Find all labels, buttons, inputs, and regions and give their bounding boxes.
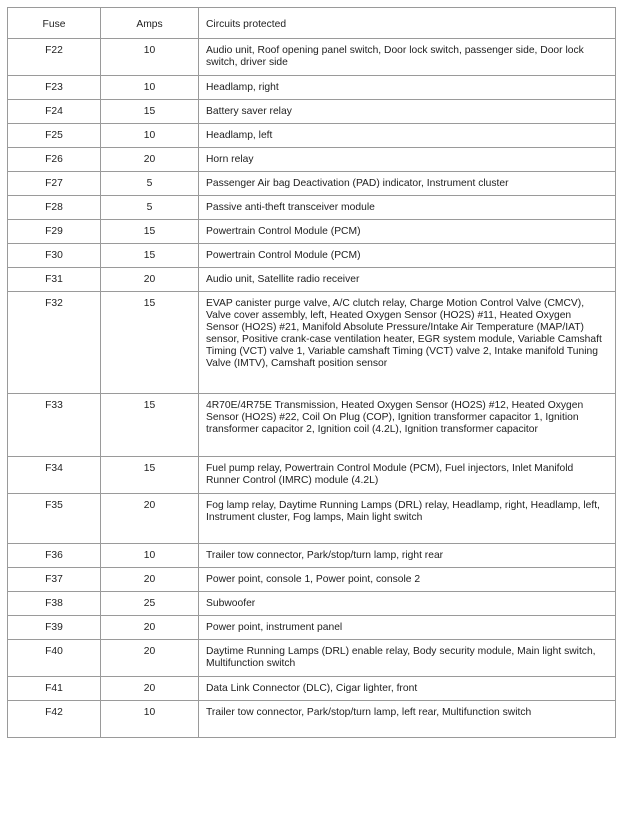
amps-cell: 10 xyxy=(101,701,199,738)
amps-cell: 10 xyxy=(101,76,199,100)
fuse-cell: F27 xyxy=(8,172,101,196)
circuits-cell: Horn relay xyxy=(199,148,616,172)
circuits-cell: Headlamp, left xyxy=(199,124,616,148)
fuse-cell: F38 xyxy=(8,592,101,616)
fuse-table xyxy=(7,7,616,738)
table-row xyxy=(8,701,616,738)
circuits-cell: Data Link Connector (DLC), Cigar lighter, front xyxy=(199,677,616,701)
table-row xyxy=(8,494,616,544)
table-row xyxy=(8,544,616,568)
table-row xyxy=(8,100,616,124)
circuits-cell: Power point, console 1, Power point, console 2 xyxy=(199,568,616,592)
fuse-cell: F34 xyxy=(8,457,101,494)
fuse-cell: F29 xyxy=(8,220,101,244)
amps-cell: 20 xyxy=(101,268,199,292)
fuse-cell: F24 xyxy=(8,100,101,124)
circuits-cell: Trailer tow connector, Park/stop/turn lamp, right rear xyxy=(199,544,616,568)
fuse-cell: F25 xyxy=(8,124,101,148)
table-row xyxy=(8,148,616,172)
fuse-cell: F32 xyxy=(8,292,101,394)
fuse-cell: F22 xyxy=(8,39,101,76)
circuits-cell: Passive anti-theft transceiver module xyxy=(199,196,616,220)
amps-cell: 15 xyxy=(101,457,199,494)
amps-cell: 20 xyxy=(101,148,199,172)
fuse-cell: F42 xyxy=(8,701,101,738)
fuse-cell: F35 xyxy=(8,494,101,544)
circuits-cell: Powertrain Control Module (PCM) xyxy=(199,244,616,268)
circuits-cell: Power point, instrument panel xyxy=(199,616,616,640)
fuse-cell: F28 xyxy=(8,196,101,220)
table-row xyxy=(8,124,616,148)
fuse-cell: F37 xyxy=(8,568,101,592)
amps-cell: 15 xyxy=(101,394,199,457)
circuits-cell: Trailer tow connector, Park/stop/turn lamp, left rear, Multifunction switch xyxy=(199,701,616,738)
table-row xyxy=(8,292,616,394)
header-amps: Amps xyxy=(101,8,199,39)
amps-cell: 10 xyxy=(101,39,199,76)
amps-cell: 15 xyxy=(101,100,199,124)
circuits-cell: Audio unit, Roof opening panel switch, Door lock switch, passenger side, Door lock switch, driver side xyxy=(199,39,616,76)
table-row xyxy=(8,268,616,292)
fuse-cell: F30 xyxy=(8,244,101,268)
header-fuse: Fuse xyxy=(8,8,101,39)
table-row xyxy=(8,39,616,76)
circuits-cell: Passenger Air bag Deactivation (PAD) indicator, Instrument cluster xyxy=(199,172,616,196)
amps-cell: 5 xyxy=(101,196,199,220)
circuits-cell: EVAP canister purge valve, A/C clutch relay, Charge Motion Control Valve (CMCV), Valve cover assembly, left, Heated Oxygen Sensor (HO2S) #11, Heated Oxygen Sensor (HO2S) #21, Manifold Absolute Pressure/Intake Air Temperature (MAP/IAT) sensor, Positive crank-case ventilation heater, EGR system module, Variable Camshaft Timing (VCT) valve 1, Variable camshaft Timing (VCT) valve 2, Intake manifold Tuning Valve (IMTV), Camshaft position sensor xyxy=(199,292,616,394)
circuits-cell: Fog lamp relay, Daytime Running Lamps (DRL) relay, Headlamp, right, Headlamp, left, Instrument cluster, Fog lamps, Main light switch xyxy=(199,494,616,544)
circuits-cell: Fuel pump relay, Powertrain Control Module (PCM), Fuel injectors, Inlet Manifold Runner Control (IMRC) module (4.2L) xyxy=(199,457,616,494)
table-row xyxy=(8,196,616,220)
table-row xyxy=(8,677,616,701)
circuits-cell: Subwoofer xyxy=(199,592,616,616)
fuse-cell: F41 xyxy=(8,677,101,701)
fuse-cell: F23 xyxy=(8,76,101,100)
amps-cell: 10 xyxy=(101,544,199,568)
circuits-cell: Battery saver relay xyxy=(199,100,616,124)
table-body xyxy=(8,39,616,738)
circuits-cell: Powertrain Control Module (PCM) xyxy=(199,220,616,244)
table-row xyxy=(8,244,616,268)
circuits-cell: Daytime Running Lamps (DRL) enable relay, Body security module, Main light switch, Multifunction switch xyxy=(199,640,616,677)
table-row xyxy=(8,568,616,592)
table-row xyxy=(8,220,616,244)
table-row xyxy=(8,457,616,494)
table-row xyxy=(8,592,616,616)
amps-cell: 20 xyxy=(101,568,199,592)
table-row xyxy=(8,640,616,677)
fuse-cell: F31 xyxy=(8,268,101,292)
fuse-cell: F33 xyxy=(8,394,101,457)
fuse-cell: F26 xyxy=(8,148,101,172)
fuse-cell: F40 xyxy=(8,640,101,677)
amps-cell: 20 xyxy=(101,677,199,701)
circuits-cell: 4R70E/4R75E Transmission, Heated Oxygen Sensor (HO2S) #12, Heated Oxygen Sensor (HO2S) #22, Coil On Plug (COP), Ignition transformer capacitor 1, Ignition transformer capacitor 2, Ignition coil (4.2L), Ignition transformer capacitor xyxy=(199,394,616,457)
fuse-cell: F36 xyxy=(8,544,101,568)
header-circuits: Circuits protected xyxy=(199,8,616,39)
amps-cell: 20 xyxy=(101,494,199,544)
table-row xyxy=(8,616,616,640)
amps-cell: 10 xyxy=(101,124,199,148)
circuits-cell: Audio unit, Satellite radio receiver xyxy=(199,268,616,292)
table-row xyxy=(8,394,616,457)
amps-cell: 25 xyxy=(101,592,199,616)
amps-cell: 20 xyxy=(101,616,199,640)
amps-cell: 5 xyxy=(101,172,199,196)
amps-cell: 20 xyxy=(101,640,199,677)
header-row xyxy=(8,8,616,39)
table-row xyxy=(8,172,616,196)
amps-cell: 15 xyxy=(101,292,199,394)
amps-cell: 15 xyxy=(101,220,199,244)
circuits-cell: Headlamp, right xyxy=(199,76,616,100)
amps-cell: 15 xyxy=(101,244,199,268)
fuse-cell: F39 xyxy=(8,616,101,640)
table-row xyxy=(8,76,616,100)
table-header xyxy=(8,8,616,39)
